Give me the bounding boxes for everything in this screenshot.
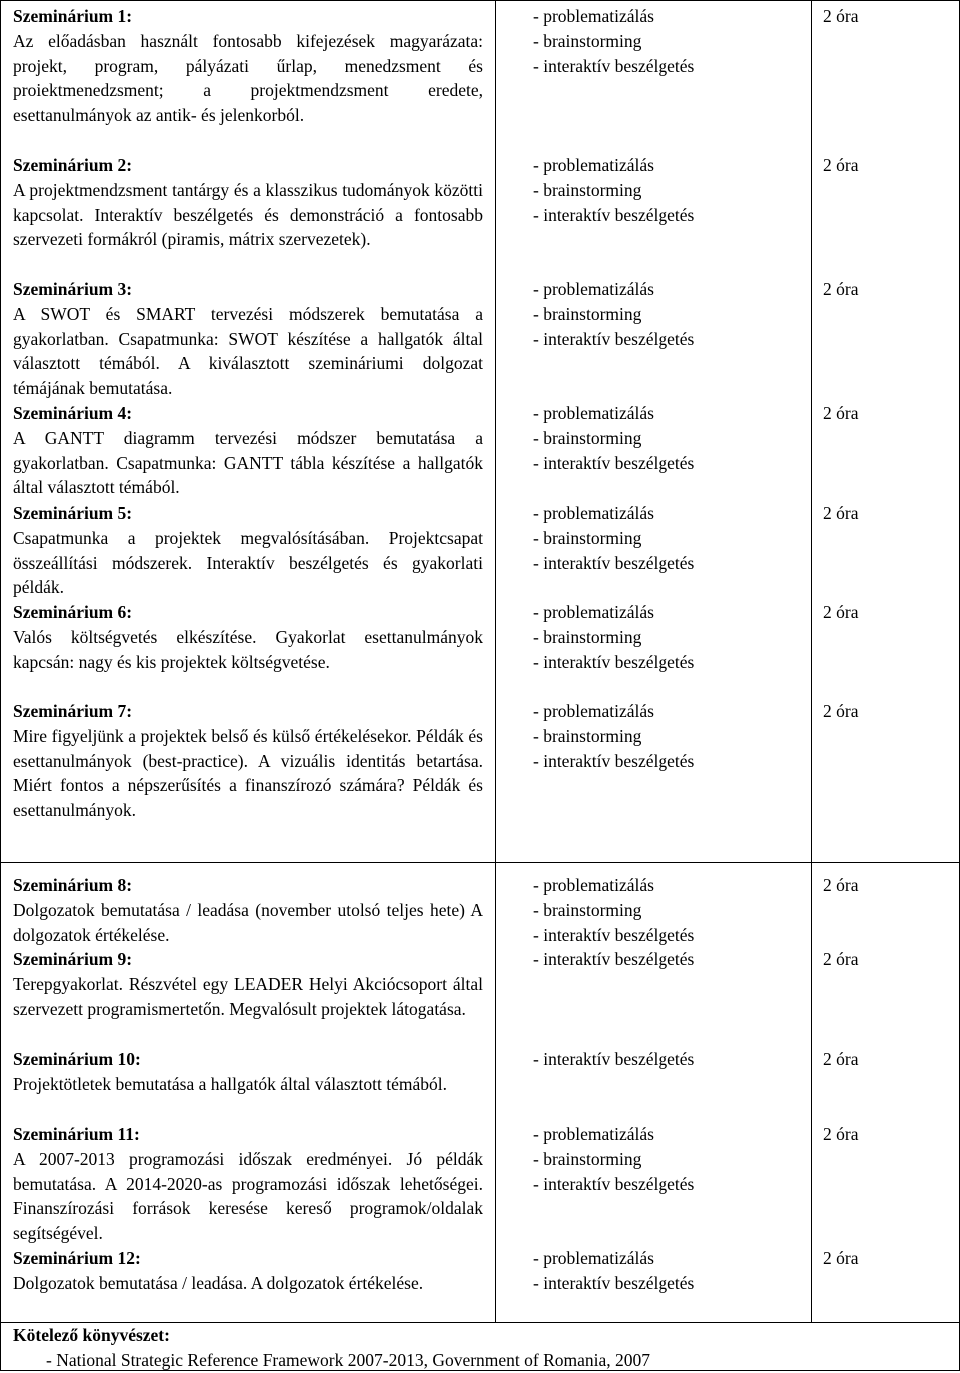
method-item: - interaktív beszélgetés [533, 328, 695, 349]
session-hours: 2 óra [823, 875, 859, 895]
session-title: Szeminárium 6: [13, 602, 133, 622]
method-item: - interaktív beszélgetés [533, 55, 695, 76]
method-item: - brainstorming [533, 626, 642, 647]
session-hours: 2 óra [823, 1248, 859, 1268]
session-methods [533, 1122, 803, 1196]
session-title: Szeminárium 7: [13, 701, 133, 721]
column-divider-2 [811, 0, 812, 1322]
session-title: Szeminárium 2: [13, 155, 133, 175]
session-content [13, 4, 483, 128]
session-description: Dolgozatok bemutatása / leadása (november utolsó teljes hete) A dolgozatok értékelése. [13, 899, 483, 945]
session-methods [533, 947, 803, 972]
session-hours: 2 óra [823, 1124, 859, 1144]
method-item: - interaktív beszélgetés [533, 1272, 695, 1293]
session-methods [533, 4, 803, 78]
session-hours: 2 óra [823, 503, 859, 523]
method-item: - brainstorming [533, 303, 642, 324]
bibliography-section [13, 1323, 943, 1373]
method-item: - problematizálás [533, 6, 654, 26]
session-title: Szeminárium 4: [13, 403, 133, 423]
method-item: - brainstorming [533, 179, 642, 200]
method-item: - problematizálás [533, 1248, 654, 1268]
session-description: Projektötletek bemutatása a hallgatók által választott témából. [13, 1073, 447, 1094]
session-title: Szeminárium 9: [13, 949, 133, 969]
session-methods [533, 873, 803, 947]
session-description: A projektmendzsment tantárgy és a klasszikus tudományok közötti kapcsolat. Interaktív beszélgetés és demonstráció a fontosabb szervezeti formákról (piramis, mátrix szervezetek). [13, 179, 483, 250]
session-title: Szeminárium 8: [13, 875, 133, 895]
bibliography-item: - National Strategic Reference Framework 2007-2013, Government of Romania, 2007 [46, 1349, 651, 1370]
session-content [13, 873, 483, 947]
session-hours: 2 óra [823, 602, 859, 622]
method-item: - brainstorming [533, 899, 642, 920]
method-item: - problematizálás [533, 503, 654, 523]
method-item: - interaktív beszélgetés [533, 949, 695, 969]
method-item: - interaktív beszélgetés [533, 1173, 695, 1194]
page-break-divider [0, 862, 960, 863]
column-divider-1 [495, 0, 496, 1322]
session-description: A 2007-2013 programozási időszak eredményei. Jó példák bemutatása. A 2014-2020-as programozási időszak lehetőségei. Finanszírozási források keresése kereső programok/oldalak segítségével. [13, 1148, 483, 1244]
method-item: - brainstorming [533, 1148, 642, 1169]
session-methods [533, 501, 803, 575]
method-item: - problematizálás [533, 279, 654, 299]
method-item: - problematizálás [533, 875, 654, 895]
session-description: Mire figyeljünk a projektek belső és külső értékelésekor. Példák és esettanulmányok (best-practice). A vizuális identitás betartása. Miért fontos a népszerűsítés a finanszírozó számára? Példák és esettanulmányok. [13, 725, 483, 821]
session-methods [533, 1246, 803, 1296]
method-item: - problematizálás [533, 701, 654, 721]
session-methods [533, 153, 803, 227]
session-title: Szeminárium 11: [13, 1124, 140, 1144]
session-hours: 2 óra [823, 6, 859, 26]
session-hours: 2 óra [823, 949, 859, 969]
session-description: Terepgyakorlat. Részvétel egy LEADER Helyi Akciócsoport által szervezett programismertetőn. Megvalósult projektek látogatása. [13, 973, 483, 1019]
method-item: - brainstorming [533, 30, 642, 51]
session-content [13, 1246, 483, 1296]
method-item: - interaktív beszélgetés [533, 552, 695, 573]
session-content [13, 1047, 483, 1097]
method-item: - brainstorming [533, 725, 642, 746]
session-content [13, 501, 483, 600]
method-item: - problematizálás [533, 1124, 654, 1144]
session-title: Szeminárium 10: [13, 1049, 141, 1069]
session-description: Valós költségvetés elkészítése. Gyakorlat esettanulmányok kapcsán: nagy és kis projektek költségvetése. [13, 626, 483, 672]
session-methods [533, 600, 803, 674]
method-item: - interaktív beszélgetés [533, 924, 695, 945]
method-item: - problematizálás [533, 155, 654, 175]
session-content [13, 1122, 483, 1246]
session-description: Az előadásban használt fontosabb kifejezések magyarázata: projekt, program, pályázati űrlap, menedzsment és proiektmenedzsment; a projektmendzsment eredete, esettanulmányok az antik- és jelenkorból. [13, 30, 483, 126]
session-title: Szeminárium 5: [13, 503, 133, 523]
session-title: Szeminárium 1: [13, 6, 133, 26]
session-content [13, 401, 483, 500]
session-content [13, 600, 483, 674]
session-description: A GANTT diagramm tervezési módszer bemutatása a gyakorlatban. Csapatmunka: GANTT tábla készítése a hallgatók által választott témából. [13, 427, 483, 498]
method-item: - problematizálás [533, 602, 654, 622]
session-content [13, 277, 483, 401]
method-item: - interaktív beszélgetés [533, 1049, 695, 1069]
session-description: Dolgozatok bemutatása / leadása. A dolgozatok értékelése. [13, 1272, 424, 1293]
session-content [13, 699, 483, 823]
session-hours: 2 óra [823, 155, 859, 175]
method-item: - brainstorming [533, 527, 642, 548]
method-item: - brainstorming [533, 427, 642, 448]
method-item: - interaktív beszélgetés [533, 651, 695, 672]
method-item: - interaktív beszélgetés [533, 750, 695, 771]
session-methods [533, 277, 803, 351]
method-item: - interaktív beszélgetés [533, 204, 695, 225]
session-hours: 2 óra [823, 279, 859, 299]
session-title: Szeminárium 3: [13, 279, 133, 299]
method-item: - interaktív beszélgetés [533, 452, 695, 473]
session-hours: 2 óra [823, 701, 859, 721]
session-hours: 2 óra [823, 403, 859, 423]
session-description: Csapatmunka a projektek megvalósításában. Projektcsapat összeállítási módszerek. Interaktív beszélgetés és gyakorlati példák. [13, 527, 483, 598]
session-methods [533, 1047, 803, 1072]
session-content [13, 947, 483, 1021]
bibliography-title: Kötelező könyvészet: [13, 1325, 170, 1345]
session-content [13, 153, 483, 252]
session-title: Szeminárium 12: [13, 1248, 141, 1268]
session-methods [533, 401, 803, 475]
session-description: A SWOT és SMART tervezési módszerek bemutatása a gyakorlatban. Csapatmunka: SWOT készítése a hallgatók által választott témából. A kiválasztott szemináriumi dolgozat témájának bemutatása. [13, 303, 483, 399]
method-item: - problematizálás [533, 403, 654, 423]
session-methods [533, 699, 803, 773]
session-hours: 2 óra [823, 1049, 859, 1069]
